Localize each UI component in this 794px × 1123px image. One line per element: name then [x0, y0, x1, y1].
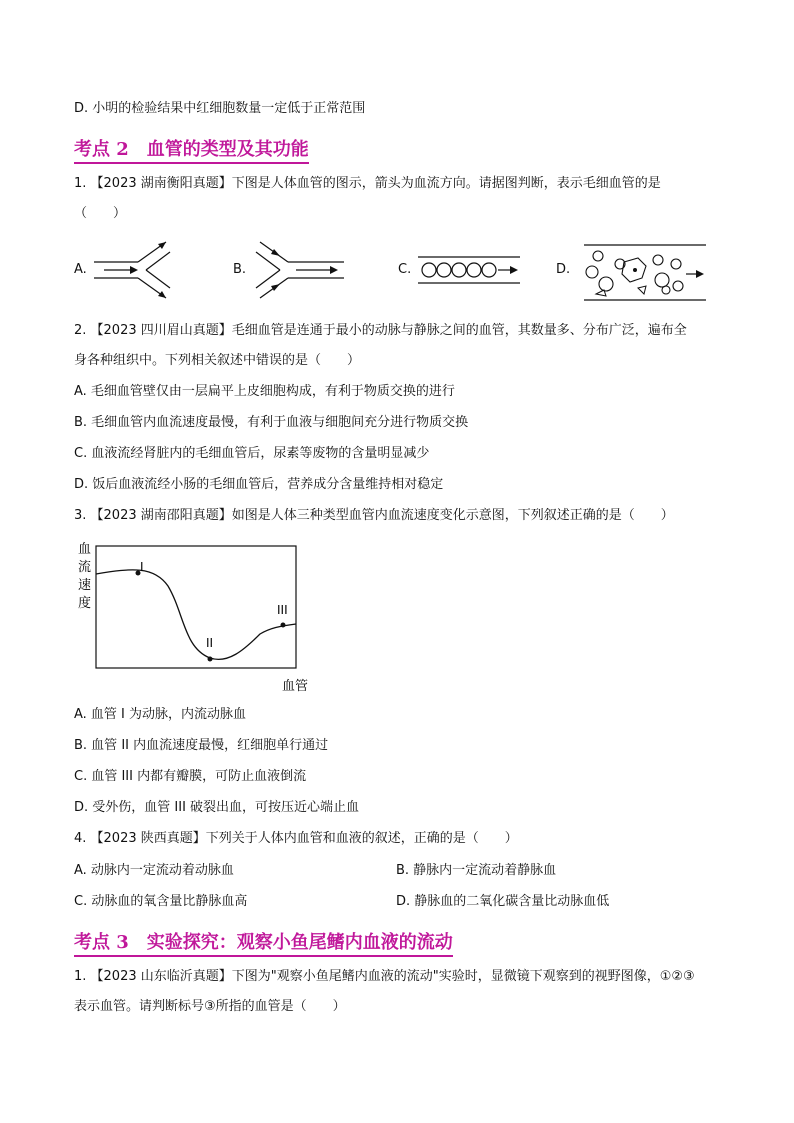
q2-option-d: D. 饭后血液流经小肠的毛细血管后，营养成分含量维持相对稳定 [74, 477, 444, 492]
q2-option-a: A. 毛细血管壁仅由一层扁平上皮细胞构成，有利于物质交换的进行 [74, 384, 455, 399]
point-ii [208, 657, 213, 662]
q3-option-a: A. 血管 I 为动脉，内流动脉血 [74, 707, 247, 722]
section-title: 考点 3 实验探究：观察小鱼尾鳍内血液的流动 [74, 932, 453, 953]
ylabel-char-2: 流 [78, 560, 92, 575]
q3-option-b: B. 血管 II 内血流速度最慢，红细胞单行通过 [74, 738, 329, 753]
q1-label-c: C. [398, 262, 412, 277]
vessel-diagram-d [580, 238, 710, 304]
vessel-diagram-b [250, 238, 350, 302]
q1-label-a: A. [74, 262, 87, 277]
flow-curve [96, 570, 296, 660]
ylabel-char-4: 度 [78, 596, 92, 611]
blood-flow-graph [72, 538, 322, 698]
q3-stem: 3. 【2023 湖南邵阳真题】如图是人体三种类型血管内血流速度变化示意图，下列叙述正确的是（ ） [74, 508, 674, 523]
section-title: 考点 2 血管的类型及其功能 [74, 139, 309, 160]
point-iii [281, 623, 286, 628]
graph-frame [96, 546, 296, 668]
q4-option-a: A. 动脉内一定流动着动脉血 [74, 863, 234, 878]
point-label-ii: II [206, 636, 214, 650]
q2-option-b: B. 毛细血管内血流速度最慢，有利于血液与细胞间充分进行物质交换 [74, 415, 469, 430]
option-d-top: D. 小明的检验结果中红细胞数量一定低于正常范围 [74, 101, 366, 116]
q1-label-b: B. [233, 262, 247, 277]
xlabel: 血管 [282, 679, 309, 694]
vessel-diagram-a [90, 238, 190, 302]
q5-stem-cont: 表示血管。请判断标号③所指的血管是（ ） [74, 999, 346, 1014]
q2-stem-cont: 身各种组织中。下列相关叙述中错误的是（ ） [74, 353, 361, 368]
q2-stem: 2. 【2023 四川眉山真题】毛细血管是连通于最小的动脉与静脉之间的血管，其数量多、分布广泛，遍布全 [74, 323, 687, 338]
ylabel-char-3: 速 [78, 578, 92, 593]
q1-stem: 1. 【2023 湖南衡阳真题】下图是人体血管的图示，箭头为血流方向。请据图判断，表示毛细血管的是 [74, 176, 661, 191]
q1-stem-bracket: （ ） [74, 206, 127, 221]
vessel-diagram-c [416, 254, 522, 286]
q3-option-d: D. 受外伤，血管 III 破裂出血，可按压近心端止血 [74, 800, 360, 815]
q4-stem: 4. 【2023 陕西真题】下列关于人体内血管和血液的叙述，正确的是（ ） [74, 831, 518, 846]
ylabel-char-1: 血 [78, 542, 92, 557]
heading-underline [74, 162, 309, 164]
q4-option-c: C. 动脉血的氧含量比静脉血高 [74, 894, 248, 909]
section-heading-3 [74, 928, 453, 954]
point-label-iii: III [277, 603, 288, 617]
q2-option-c: C. 血液流经肾脏内的毛细血管后，尿素等废物的含量明显减少 [74, 446, 430, 461]
q4-option-b: B. 静脉内一定流动着静脉血 [396, 863, 557, 878]
point-label-i: I [140, 560, 144, 574]
q3-option-c: C. 血管 III 内都有瓣膜，可防止血液倒流 [74, 769, 307, 784]
q5-stem: 1. 【2023 山东临沂真题】下图为"观察小鱼尾鳍内血液的流动"实验时，显微镜下观察到的视野图像，①②③ [74, 969, 695, 984]
section-heading-2 [74, 135, 309, 161]
q4-option-d: D. 静脉血的二氧化碳含量比动脉血低 [396, 894, 610, 909]
q1-label-d: D. [556, 262, 571, 277]
heading-underline [74, 955, 453, 957]
